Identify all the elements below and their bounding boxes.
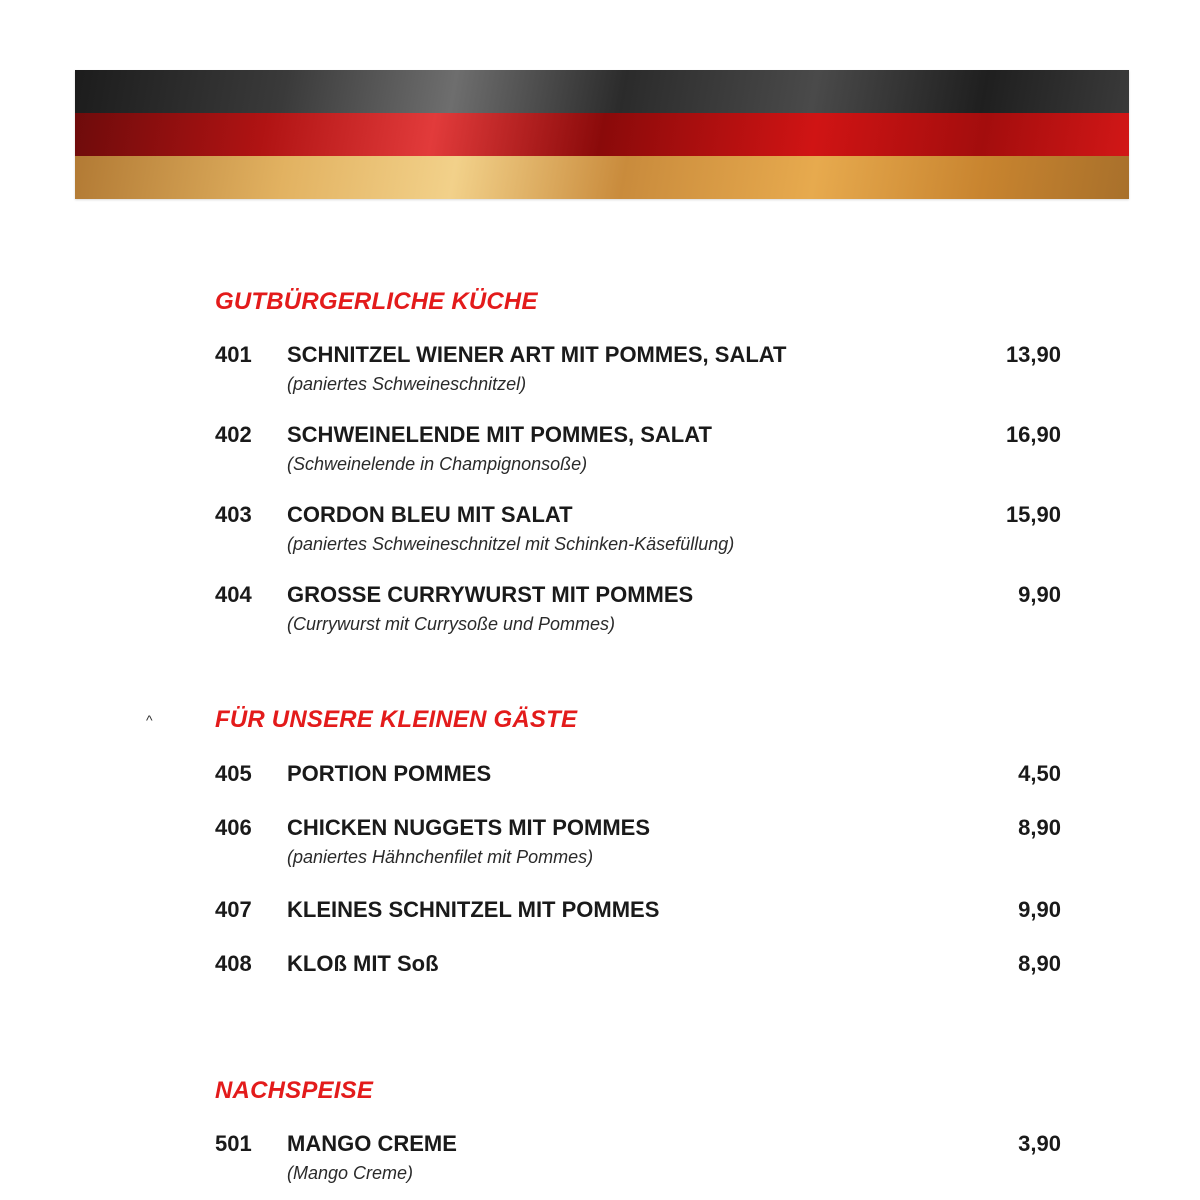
item-number: 501 xyxy=(215,1131,252,1156)
item-description: (paniertes Schweineschnitzel mit Schinken-Käsefüllung) xyxy=(287,534,735,554)
caret-mark: ^ xyxy=(146,712,153,728)
item-price: 9,90 xyxy=(1018,582,1061,607)
item-price: 4,50 xyxy=(1018,761,1061,786)
item-name: KLOß MIT Soß xyxy=(287,951,439,976)
item-price: 15,90 xyxy=(1005,502,1061,527)
item-number: 402 xyxy=(215,422,252,447)
item-number: 407 xyxy=(215,897,252,922)
item-description: (paniertes Schweineschnitzel) xyxy=(287,374,527,394)
item-description: (Mango Creme) xyxy=(287,1163,414,1183)
item-name: GROSSE CURRYWURST MIT POMMES xyxy=(287,582,694,607)
item-number: 404 xyxy=(215,582,252,607)
item-number: 405 xyxy=(215,761,252,786)
item-description: (Schweinelende in Champignonsoße) xyxy=(287,454,588,474)
item-number: 403 xyxy=(215,502,252,527)
section-title-gutbuergerliche-kueche: GUTBÜRGERLICHE KÜCHE xyxy=(215,288,538,315)
item-description: (paniertes Hähnchenfilet mit Pommes) xyxy=(287,847,594,867)
item-name: CHICKEN NUGGETS MIT POMMES xyxy=(287,815,651,840)
german-flag-banner xyxy=(75,70,1129,199)
item-price: 8,90 xyxy=(1018,951,1061,976)
item-price: 8,90 xyxy=(1018,815,1061,840)
item-price: 3,90 xyxy=(1018,1131,1061,1156)
item-name: KLEINES SCHNITZEL MIT POMMES xyxy=(287,897,660,922)
item-price: 13,90 xyxy=(1005,342,1061,367)
flag-stripe-black xyxy=(75,70,1129,113)
item-description: (Currywurst mit Currysoße und Pommes) xyxy=(287,614,616,634)
item-name: MANGO CREME xyxy=(287,1131,457,1156)
item-name: SCHNITZEL WIENER ART MIT POMMES, SALAT xyxy=(287,342,787,367)
item-number: 408 xyxy=(215,951,252,976)
item-name: SCHWEINELENDE MIT POMMES, SALAT xyxy=(287,422,712,447)
flag-stripe-red xyxy=(75,113,1129,156)
item-name: CORDON BLEU MIT SALAT xyxy=(287,502,573,527)
item-number: 401 xyxy=(215,342,252,367)
flag-stripe-gold xyxy=(75,156,1129,199)
item-number: 406 xyxy=(215,815,252,840)
item-price: 16,90 xyxy=(1005,422,1061,447)
item-name: PORTION POMMES xyxy=(287,761,492,786)
item-price: 9,90 xyxy=(1018,897,1061,922)
section-title-nachspeise: NACHSPEISE xyxy=(215,1077,374,1104)
section-title-kleine-gaeste: FÜR UNSERE KLEINEN GÄSTE xyxy=(215,706,578,733)
